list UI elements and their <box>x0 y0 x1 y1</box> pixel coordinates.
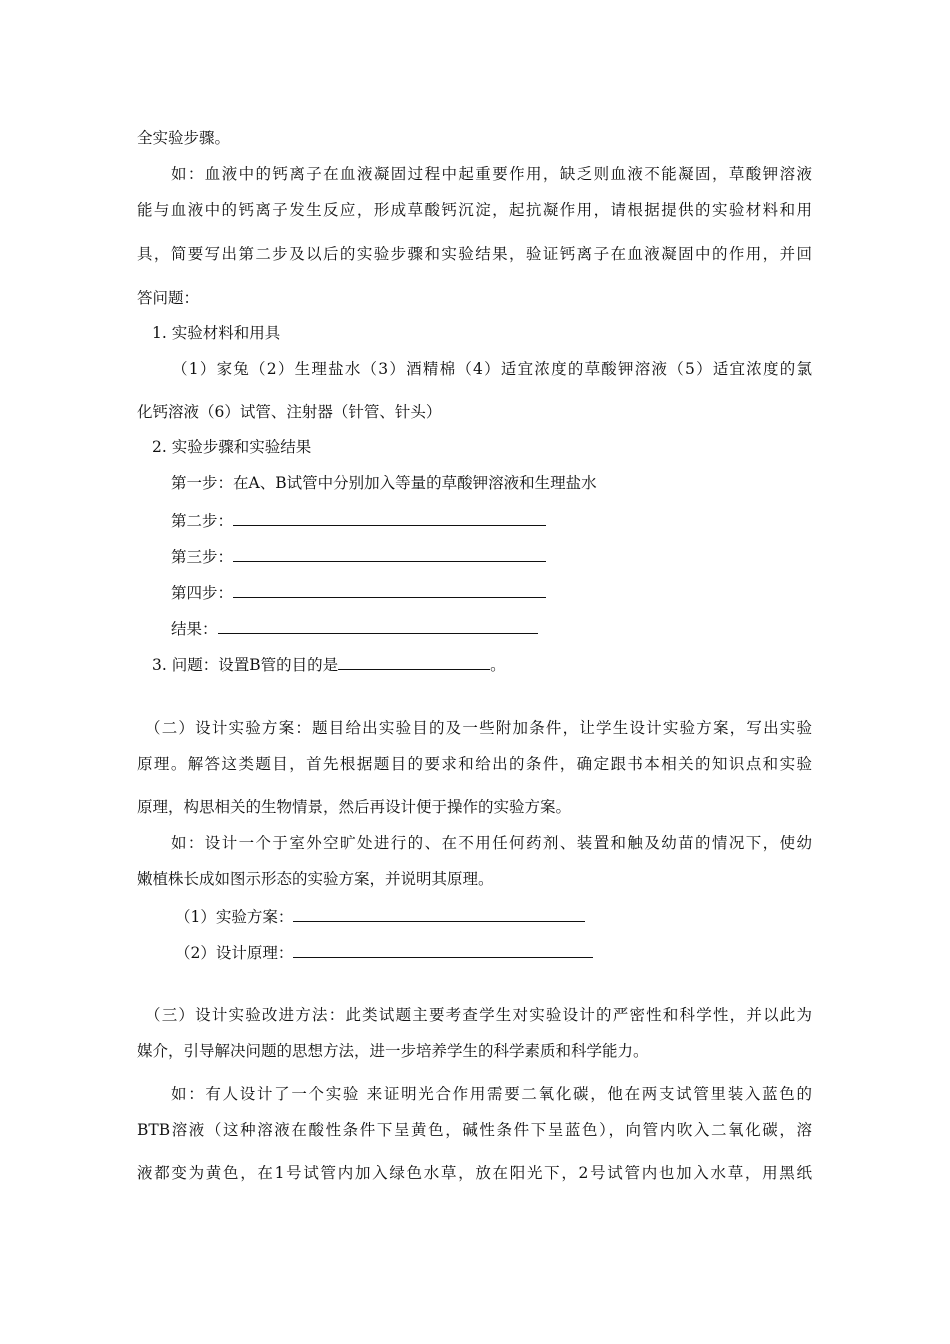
answer-blank[interactable] <box>233 509 546 526</box>
text-line: 能与血液中的钙离子发生反应，形成草酸钙沉淀，起抗凝作用，请根据提供的实验材料和用 <box>137 201 812 219</box>
text-line: 媒介，引导解决问题的思想方法，进一步培养学生的科学素质和科学能力。 <box>137 1042 649 1060</box>
fill-in-line <box>175 941 593 963</box>
text-line: （1）家兔（2）生理盐水（3）酒精棉（4）适宜浓度的草酸钾溶液（5）适宜浓度的氯 <box>172 360 812 378</box>
item-label: （1）实验方案： <box>175 908 294 926</box>
fill-in-line <box>171 509 546 531</box>
text-line: 化钙溶液（6）试管、注射器（针管、针头） <box>137 403 442 421</box>
text-line: BTB溶液（这种溶液在酸性条件下呈黄色，碱性条件下呈蓝色），向管内吹入二氧化碳，溶 <box>137 1121 812 1139</box>
text-line: 原理，构思相关的生物情景，然后再设计便于操作的实验方案。 <box>137 798 572 816</box>
text-line: 如：有人设计了一个实验 来证明光合作用需要二氧化碳，他在两支试管里装入蓝色的 <box>171 1085 812 1103</box>
text-line: 答问题： <box>137 289 200 307</box>
answer-blank[interactable] <box>233 581 546 598</box>
section-heading: （二）设计实验方案：题目给出实验目的及一些附加条件，让学生设计实验方案，写出实验 <box>145 719 812 737</box>
question-label: 3. 问题：设置B管的目的是 <box>152 656 339 674</box>
text-line: 全实验步骤。 <box>137 129 231 147</box>
fill-in-line <box>152 653 506 675</box>
fill-in-line <box>171 581 546 603</box>
answer-blank[interactable] <box>293 941 593 958</box>
text-line: 如：设计一个于室外空旷处进行的、在不用任何药剂、装置和触及幼苗的情况下，使幼 <box>171 834 812 852</box>
section-heading: 1. 实验材料和用具 <box>152 324 281 342</box>
punctuation: 。 <box>490 656 506 674</box>
answer-blank[interactable] <box>218 617 538 634</box>
step-label: 第二步： <box>171 512 234 530</box>
item-label: （2）设计原理： <box>175 944 294 962</box>
text-line: 第一步：在A、B试管中分别加入等量的草酸钾溶液和生理盐水 <box>171 474 597 492</box>
step-label: 第四步： <box>171 584 234 602</box>
text-line: 如：血液中的钙离子在血液凝固过程中起重要作用，缺乏则血液不能凝固，草酸钾溶液 <box>171 165 812 183</box>
fill-in-line <box>171 617 538 639</box>
section-heading: （三）设计实验改进方法：此类试题主要考查学生对实验设计的严密性和科学性，并以此为 <box>145 1006 812 1024</box>
section-heading: 2. 实验步骤和实验结果 <box>152 438 312 456</box>
step-label: 第三步： <box>171 548 234 566</box>
text-line: 具，简要写出第二步及以后的实验步骤和实验结果，验证钙离子在血液凝固中的作用，并回 <box>137 245 812 263</box>
fill-in-line <box>171 545 546 567</box>
answer-blank[interactable] <box>338 653 490 670</box>
text-line: 原理。解答这类题目，首先根据题目的要求和给出的条件，确定跟书本相关的知识点和实验 <box>137 755 812 773</box>
fill-in-line <box>175 905 585 927</box>
text-line: 液都变为黄色，在1号试管内加入绿色水草，放在阳光下，2号试管内也加入水草，用黑纸 <box>137 1164 812 1182</box>
answer-blank[interactable] <box>293 905 585 922</box>
text-line: 嫩植株长成如图示形态的实验方案，并说明其原理。 <box>137 870 494 888</box>
answer-blank[interactable] <box>233 545 546 562</box>
step-label: 结果： <box>171 620 218 638</box>
